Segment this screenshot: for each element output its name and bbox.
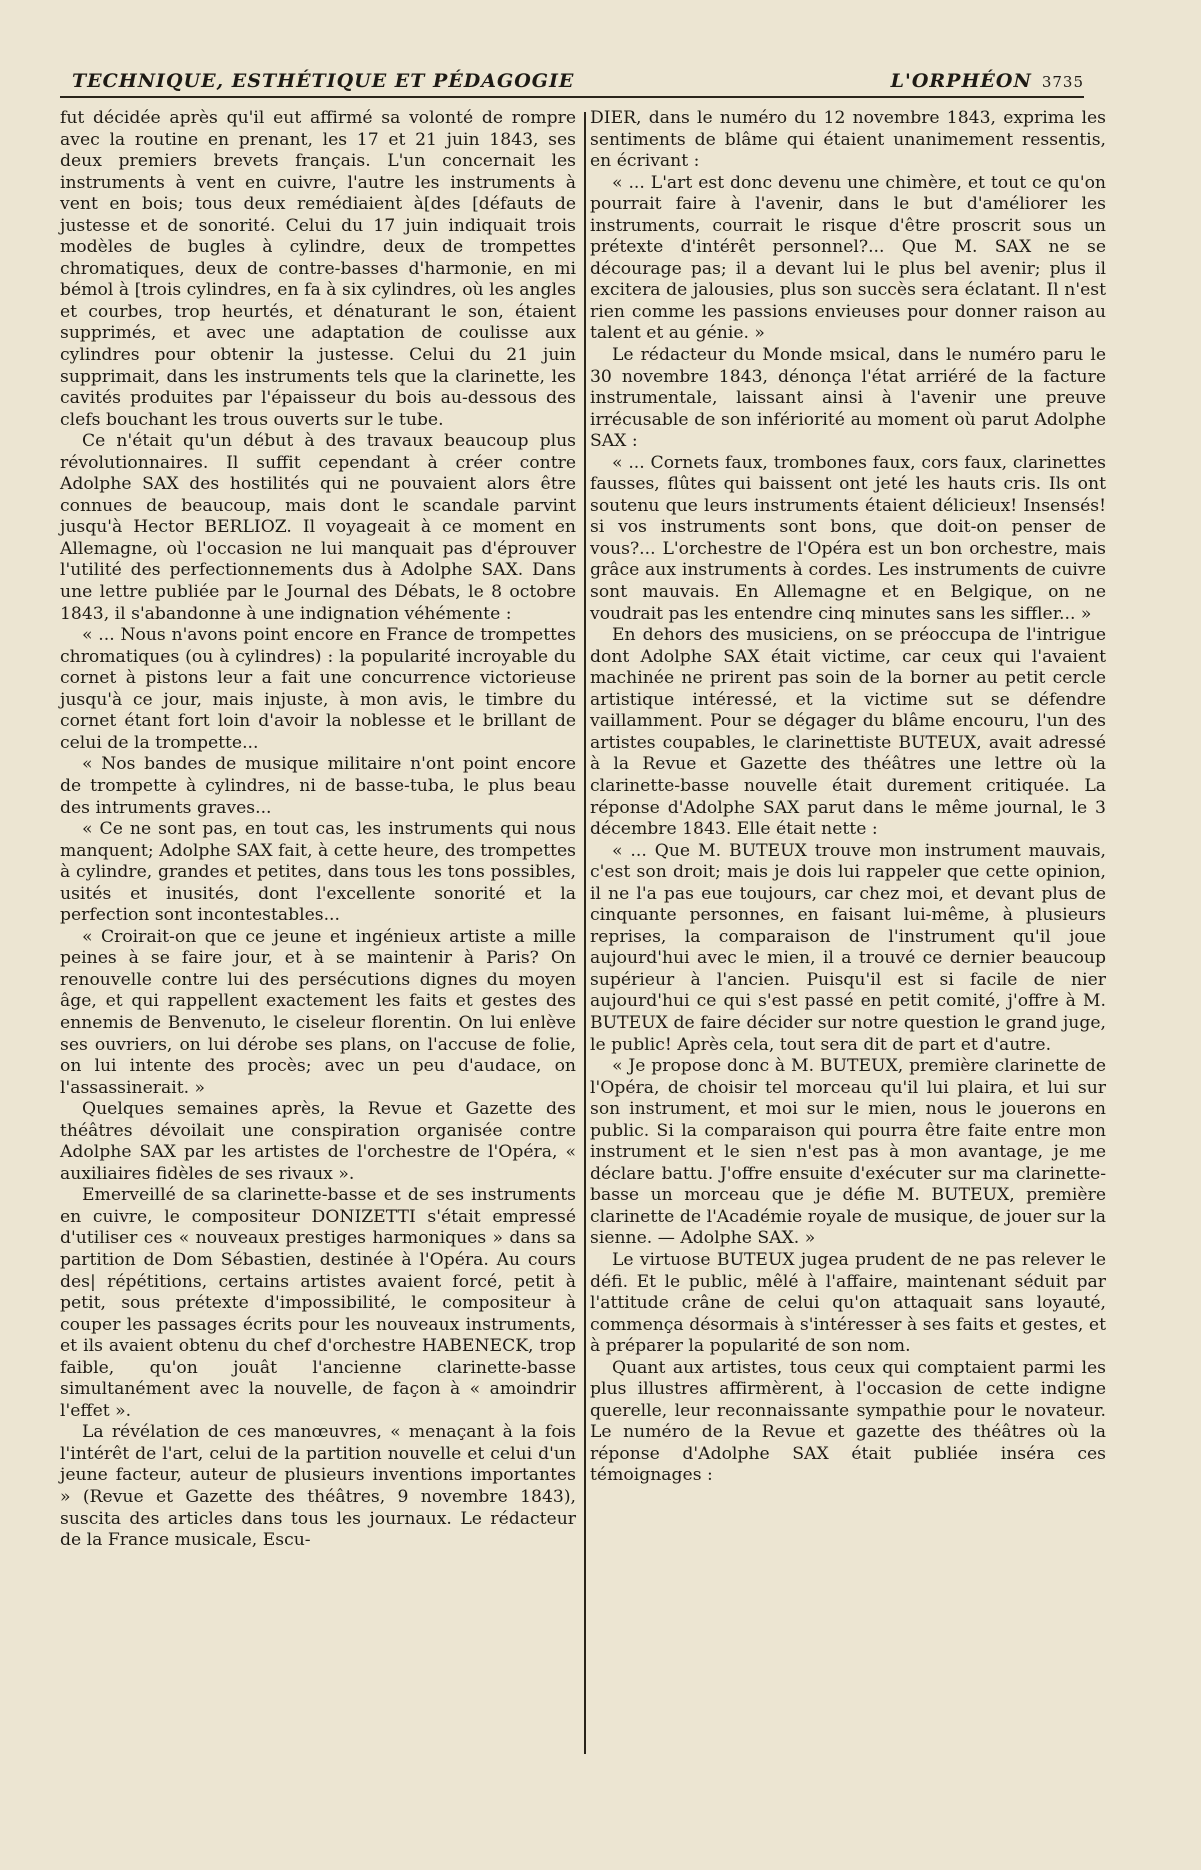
paragraph: « Croirait-on que ce jeune et ingénieux artiste a mille peines à se faire jour, et à se maintenir à Paris? On renouvelle contre lui des persécutions dignes du moyen âge, et qui rappellent exactement les faits et gestes des ennemis de Benvenuto, le ciseleur florentin. On lui enlève ses ouvriers, on lui dérobe ses plans, on l'accuse de folie, on lui intente des procès; avec un peu d'audace, on l'assassinerait. » — [60, 926, 576, 1098]
paragraph: « Nos bandes de musique militaire n'ont point encore de trompette à cylindres, ni de basse-tuba, le plus beau des intruments graves... — [60, 754, 576, 818]
paragraph: La révélation de ces manœuvres, « menaçant à la fois l'intérêt de l'art, celui de la partition nouvelle et celui d'un jeune facteur, auteur de plusieurs inventions importantes » (Revue et Gazette des théâtres, 9 novembre 1843), suscita des articles dans tous les journaux. Le rédacteur de la France musicale, Escu- — [60, 1422, 576, 1551]
paragraph: Quant aux artistes, tous ceux qui comptaient parmi les plus illustres affirmèrent, à l'occasion de cette indigne querelle, leur reconnaissante sympathie pour le novateur. Le numéro de la Revue et gazette des théâtres où la réponse d'Adolphe SAX était publiée inséra ces témoignages : — [590, 1357, 1106, 1486]
paragraph: « Ce ne sont pas, en tout cas, les instruments qui nous manquent; Adolphe SAX fait, à cette heure, des trompettes à cylindre, grandes et petites, dans tous les tons possibles, usités et inusités, dont l'excellente sonorité et la perfection sont incontestables... — [60, 819, 576, 926]
paragraph: « ... Cornets faux, trombones faux, cors faux, clarinettes fausses, flûtes qui baissent ont jeté les hauts cris. Ils ont soutenu que leurs instruments étaient délicieux! Insensés! si vos instruments sont bons, que doit-on penser de vous?... L'orchestre de l'Opéra est un bon orchestre, mais grâce aux instruments à cordes. Les instruments de cuivre sont mauvais. En Allemagne et en Belgique, on ne voudrait pas les entendre cinq minutes sans les siffler... » — [590, 452, 1106, 624]
header-journal-title: L'ORPHÉON — [890, 70, 1032, 92]
paragraph: Le virtuose BUTEUX jugea prudent de ne pas relever le défi. Et le public, mêlé à l'affaire, maintenant séduit par l'attitude crâne de celui qu'on attaquait sans loyauté, commença désormais à s'intéresser à ses faits et gestes, et à préparer la popularité de son nom. — [590, 1249, 1106, 1357]
paragraph: « Je propose donc à M. BUTEUX, première clarinette de l'Opéra, de choisir tel morceau qu'il lui plaira, et lui sur son instrument, et moi sur le mien, nous le jouerons en public. Si la comparaison qui pourra être faite entre mon instrument et le sien n'est pas à mon avantage, je me déclare battu. J'offre ensuite d'exécuter sur ma clarinette-basse un morceau que je défie M. BUTEUX, première clarinette de l'Académie royale de musique, de jouer sur la sienne. — Adolphe SAX. » — [590, 1056, 1106, 1249]
paragraph: Emerveillé de sa clarinette-basse et de ses instruments en cuivre, le compositeur DONIZETTI s'était empressé d'utiliser ces « nouveaux prestiges harmoniques » dans sa partition de Dom Sébastien, destinée à l'Opéra. Au cours des| répétitions, certains artistes avaient forcé, petit à petit, sous prétexte d'impossibilité, le compositeur à couper les passages écrits pour les nouveaux instruments, et ils avaient obtenu du chef d'orchestre HABENECK, trop faible, qu'on jouât l'ancienne clarinette-basse simultanément avec la nouvelle, de façon à « amoindrir l'effet ». — [60, 1185, 576, 1421]
paragraph: « ... L'art est donc devenu une chimère, et tout ce qu'on pourrait faire à l'avenir, dans le but d'améliorer les instruments, courrait le risque d'être proscrit sous un prétexte d'intérêt personnel?... Que M. SAX ne se décourage pas; il a devant lui le plus bel avenir; plus il excitera de jalousies, plus son succès sera éclatant. Il n'est rien comme les passions envieuses pour donner raison au talent et au génie. » — [590, 172, 1106, 344]
running-header — [60, 68, 1084, 98]
page-number: 3735 — [1041, 73, 1084, 91]
left-column — [60, 108, 576, 1552]
right-column — [590, 108, 1106, 1487]
paragraph: fut décidée après qu'il eut affirmé sa volonté de rompre avec la routine en prenant, les 17 et 21 juin 1843, ses deux premiers brevets français. L'un concernait les instruments à vent en cuivre, l'autre les instruments à vent en bois; tous deux remédiaient à[des [défauts de justesse et de sonorité. Celui du 17 juin indiquait trois modèles de bugles à cylindre, deux de trompettes chromatiques, deux de contre-basses d'harmonie, en mi bémol à [trois cylindres, en fa à six cylindres, où les angles et courbes, trop heurtés, et dénaturant le son, étaient supprimés, et avec une adaptation de coulisse aux cylindres pour obtenir la justesse. Celui du 21 juin supprimait, dans les instruments tels que la clarinette, les cavités produites par l'épaisseur du bois au-dessous des clefs bouchant les trous ouverts sur le tube. — [60, 108, 576, 430]
header-section-title: TECHNIQUE, ESTHÉTIQUE ET PÉDAGOGIE — [72, 70, 575, 92]
paragraph: « ... Nous n'avons point encore en France de trompettes chromatiques (ou à cylindres) : la popularité incroyable du cornet à pistons leur a fait une concurrence victorieuse jusqu'à ce jour, mais injuste, à mon avis, le timbre du cornet étant fort loin d'avoir la noblesse et le brillant de celui de la trompette... — [60, 625, 576, 753]
paragraph: « ... Que M. BUTEUX trouve mon instrument mauvais, c'est son droit; mais je dois lui rappeler que cette opinion, il ne l'a pas eue toujours, car chez moi, et devant plus de cinquante personnes, en faisant lui-même, à plusieurs reprises, la comparaison de l'instrument qu'il joue aujourd'hui avec le mien, il a trouvé ce dernier beaucoup supérieur à l'ancien. Puisqu'il est si facile de nier aujourd'hui ce qui s'est passé en petit comité, j'offre à M. BUTEUX de faire décider sur notre question le grand juge, le public! Après cela, tout sera dit de part et d'autre. — [590, 840, 1106, 1055]
paragraph: Le rédacteur du Monde msical, dans le numéro paru le 30 novembre 1843, dénonça l'état arriéré de la facture instrumentale, laissant ainsi à l'avenir une preuve irrécusable de son infériorité au moment où parut Adolphe SAX : — [590, 345, 1106, 452]
paragraph: Quelques semaines après, la Revue et Gazette des théâtres dévoilait une conspiration organisée contre Adolphe SAX par les artistes de l'orchestre de l'Opéra, « auxiliaires fidèles de ses rivaux ». — [60, 1099, 576, 1184]
column-divider — [584, 112, 586, 1754]
paragraph: DIER, dans le numéro du 12 novembre 1843, exprima les sentiments de blâme qui étaient unanimement ressentis, en écrivant : — [590, 108, 1106, 172]
header-journal — [891, 70, 1084, 92]
paragraph: En dehors des musiciens, on se préoccupa de l'intrigue dont Adolphe SAX était victime, car ceux qui l'avaient machinée ne prirent pas soin de la borner au petit cercle artistique intéressé, et la victime sut se défendre vaillamment. Pour se dégager du blâme encouru, l'un des artistes coupables, le clarinettiste BUTEUX, avait adressé à la Revue et Gazette des théâtres une lettre où la clarinette-basse nouvelle était durement critiquée. La réponse d'Adolphe SAX parut dans le même journal, le 3 décembre 1843. Elle était nette : — [590, 625, 1106, 840]
paragraph: Ce n'était qu'un début à des travaux beaucoup plus révolutionnaires. Il suffit cependant à créer contre Adolphe SAX des hostilités qui ne pouvaient alors être connues de beaucoup, mais dont le scandale parvint jusqu'à Hector BERLIOZ. Il voyageait à ce moment en Allemagne, où l'occasion ne lui manquait pas d'éprouver l'utilité des perfectionnements dus à Adolphe SAX. Dans une lettre publiée par le Journal des Débats, le 8 octobre 1843, il s'abandonne à une indignation véhémente : — [60, 431, 576, 624]
